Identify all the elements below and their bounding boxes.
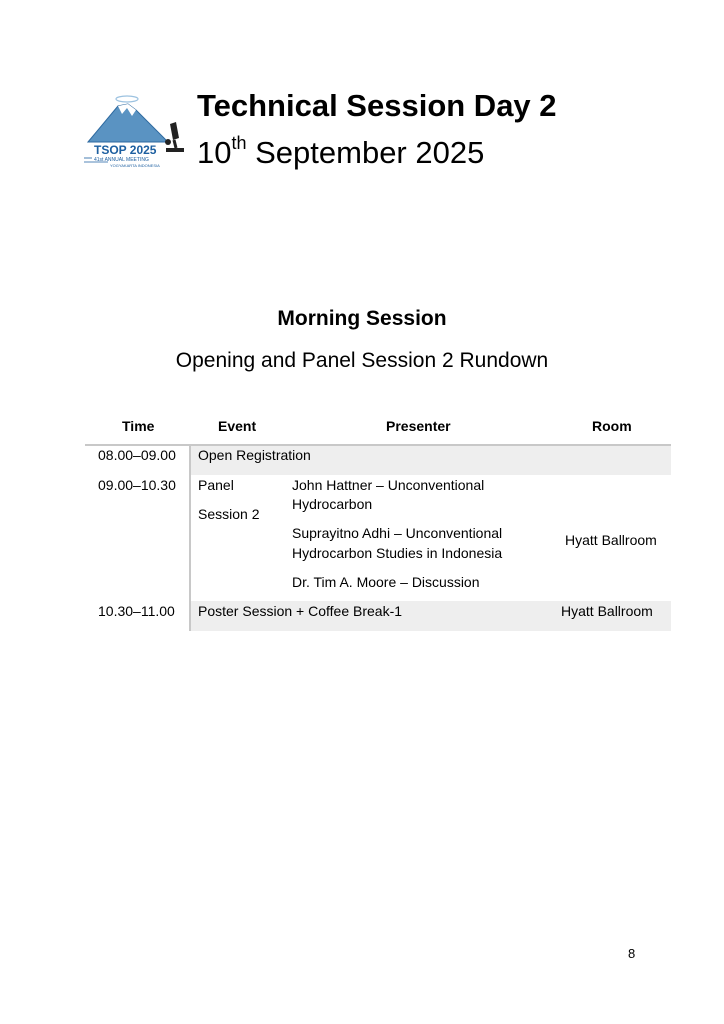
row-room: Hyatt Ballroom <box>561 603 653 619</box>
page-number: 8 <box>628 946 636 961</box>
volcano-microscope-logo-icon <box>80 92 190 170</box>
presenter-2-line2: Hydrocarbon Studies in Indonesia <box>292 545 503 561</box>
row-event: Open Registration <box>198 447 311 463</box>
row-time: 10.30–11.00 <box>98 603 175 619</box>
row-event: Poster Session + Coffee Break-1 <box>198 603 403 619</box>
column-header-room: Room <box>592 418 632 434</box>
column-header-time: Time <box>122 418 155 434</box>
logo-name-text: TSOP 2025 <box>94 143 157 157</box>
page-date <box>197 135 484 171</box>
tsop-logo <box>80 92 190 170</box>
date-number: 10 <box>197 135 232 170</box>
row-time: 08.00–09.00 <box>98 447 176 463</box>
row-event-line1: Panel <box>198 477 234 493</box>
presenter-1-line1: John Hattner – Unconventional <box>292 477 485 493</box>
time-column-divider <box>189 446 191 631</box>
session-title: Morning Session <box>277 307 447 330</box>
presenter-3-line1: Dr. Tim A. Moore – Discussion <box>292 574 480 590</box>
row-event-line2: Session 2 <box>198 506 260 522</box>
date-suffix: th <box>231 133 247 153</box>
date-rest: September 2025 <box>246 135 485 170</box>
logo-location-text: YOGYAKARTA INDONESIA <box>110 163 160 168</box>
presenter-2-line1: Suprayitno Adhi – Unconventional <box>292 525 503 541</box>
column-header-presenter: Presenter <box>386 418 451 434</box>
logo-subtitle-text: 41st ANNUAL MEETING <box>94 157 149 163</box>
presenter-1-line2: Hydrocarbon <box>292 496 373 512</box>
column-header-event: Event <box>218 418 257 434</box>
session-subtitle: Opening and Panel Session 2 Rundown <box>175 349 549 372</box>
row-room: Hyatt Ballroom <box>565 532 657 548</box>
page-title: Technical Session Day 2 <box>197 88 557 123</box>
row-time: 09.00–10.30 <box>98 477 176 493</box>
